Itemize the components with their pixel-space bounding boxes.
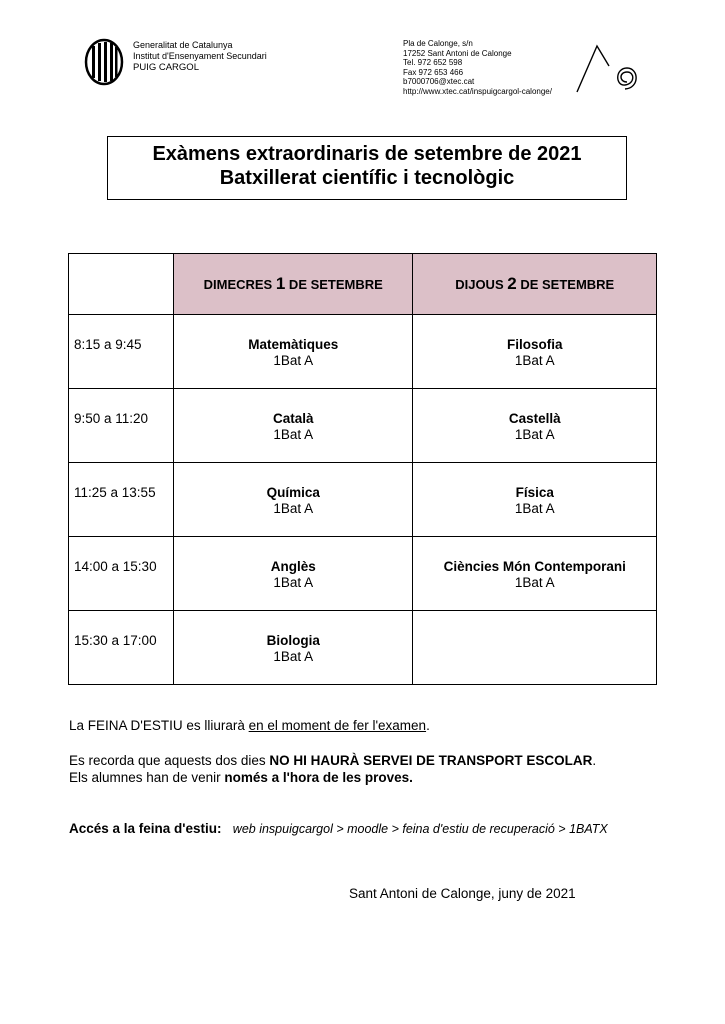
table-header-row xyxy=(69,254,657,315)
exam-schedule-table xyxy=(68,253,657,685)
time-slot: 14:00 a 15:30 xyxy=(69,537,174,611)
table-corner xyxy=(69,254,174,315)
school-logo xyxy=(575,42,647,100)
exam-cell: Anglès 1Bat A xyxy=(174,537,413,611)
email: b7000706@xtec.cat xyxy=(403,77,475,87)
address: Pla de Calonge, s/n xyxy=(403,39,473,48)
school-name: PUIG CARGOL xyxy=(133,62,199,73)
time-slot: 15:30 a 17:00 xyxy=(69,611,174,685)
signature-date: Sant Antoni de Calonge, juny de 2021 xyxy=(349,886,576,901)
time-slot: 9:50 a 11:20 xyxy=(69,389,174,463)
time-slot: 8:15 a 9:45 xyxy=(69,315,174,389)
exam-cell: Biologia 1Bat A xyxy=(174,611,413,685)
day-header-1: DIMECRES 1 DE SETEMBRE xyxy=(174,254,413,315)
title-line2: Batxillerat científic i tecnològic xyxy=(219,167,515,189)
table-row xyxy=(69,315,657,389)
fax: Fax 972 653 466 xyxy=(403,67,464,77)
exam-cell: Ciències Món Contemporani 1Bat A xyxy=(413,537,657,611)
website: http://www.xtec.cat/inspuigcargol-calonge/ xyxy=(403,86,552,96)
transport-note: Es recorda que aquests dos dies NO HI HAURÀ SERVEI DE TRANSPORT ESCOLAR. Els alumnes han de venir només a l'hora de les proves. xyxy=(69,753,597,785)
exam-cell: Matemàtiques 1Bat A xyxy=(174,315,413,389)
phone: Tel. 972 652 598 xyxy=(403,58,463,68)
header-institution xyxy=(133,40,267,73)
title-line1: Exàmens extraordinaris de setembre de 2021 xyxy=(152,143,582,165)
access-note: Accés a la feina d'estiu: web inspuigcargol > moodle > feina d'estiu de recuperació > 1BATX xyxy=(69,821,608,836)
generalitat-logo xyxy=(84,38,124,86)
time-slot: 11:25 a 13:55 xyxy=(69,463,174,537)
exam-cell: Català 1Bat A xyxy=(174,389,413,463)
exam-cell: Filosofia 1Bat A xyxy=(413,315,657,389)
exam-cell xyxy=(413,611,657,685)
exam-cell: Castellà 1Bat A xyxy=(413,389,657,463)
table-row xyxy=(69,389,657,463)
table-row xyxy=(69,463,657,537)
title-box xyxy=(107,136,627,200)
header-contact xyxy=(403,39,552,97)
table-row xyxy=(69,611,657,685)
gov-name: Generalitat de Catalunya xyxy=(133,40,233,50)
table-row xyxy=(69,537,657,611)
summer-work-note: La FEINA D'ESTIU es lliurarà en el moment de fer l'examen. xyxy=(69,718,430,733)
institute-type: Institut d'Ensenyament Secundari xyxy=(133,51,267,61)
day-header-2: DIJOUS 2 DE SETEMBRE xyxy=(413,254,657,315)
exam-cell: Química 1Bat A xyxy=(174,463,413,537)
exam-cell: Física 1Bat A xyxy=(413,463,657,537)
postal: 17252 Sant Antoni de Calonge xyxy=(403,48,512,58)
